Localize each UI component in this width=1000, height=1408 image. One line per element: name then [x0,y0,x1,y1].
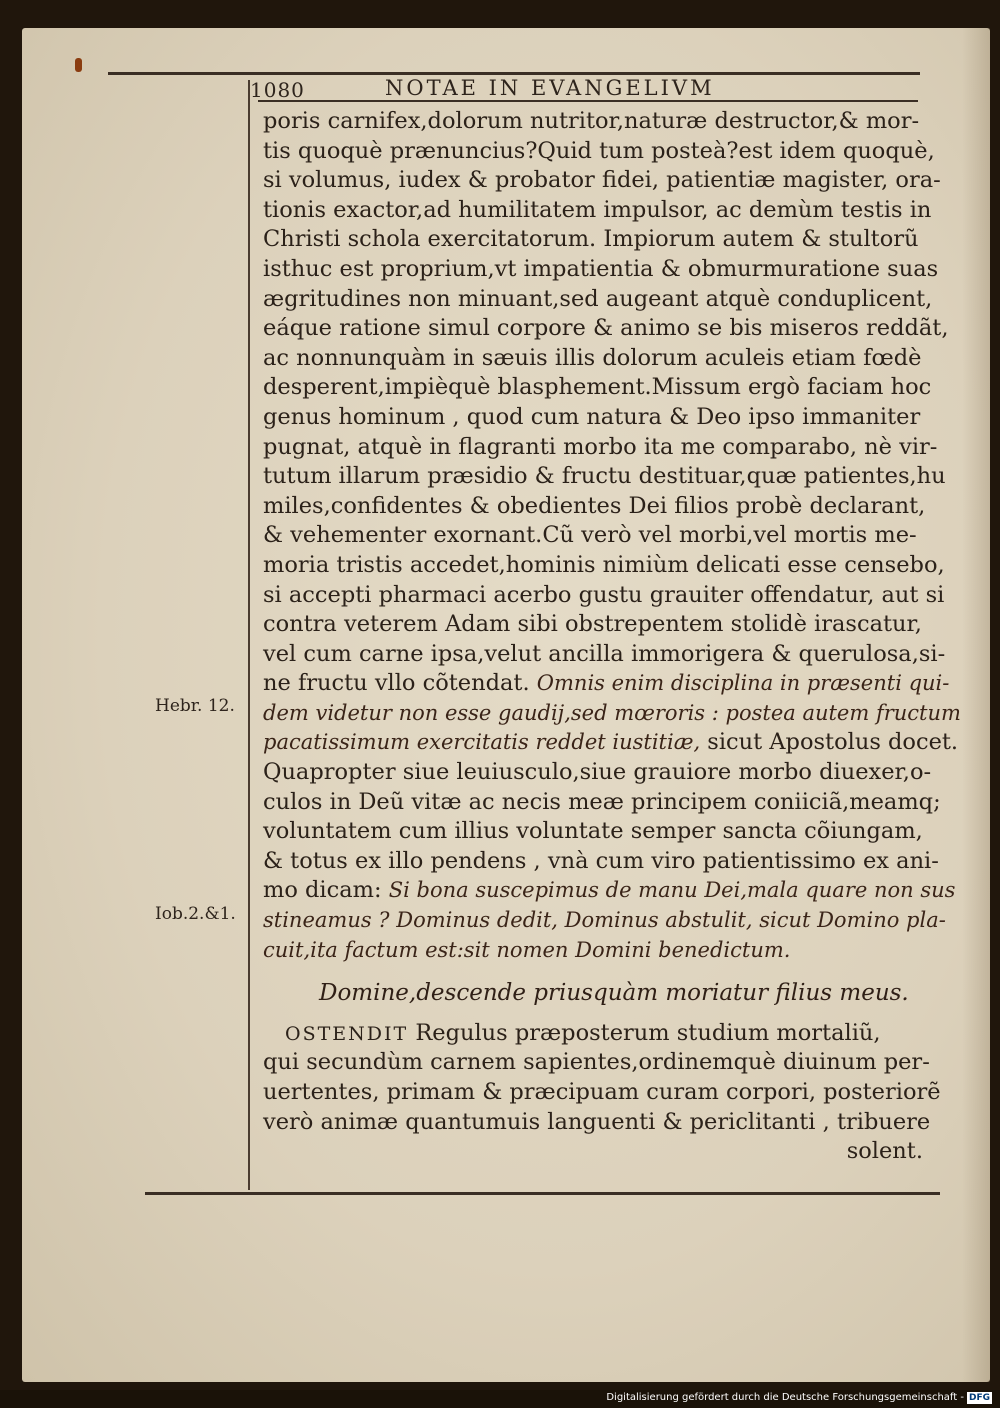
text-line: vel cum carne ipsa,velut ancilla immorigera & querulosa,si- [263,640,946,667]
ink-blot [75,58,82,72]
main-text-block [263,107,961,1167]
text-line: uertentes, primam & præcipuam curam corpori, posteriorẽ [263,1079,941,1105]
text-line: tutum illarum præsidio & fructu destituar,quæ patientes,hu [263,463,946,490]
text-line: desperent,impièquè blasphement.Missum ergò faciam hoc [263,374,932,401]
text-line: culos in Deũ vitæ ac necis meæ principem coniiciã,meamq; [263,788,941,815]
text-line: contra veterem Adam sibi obstrepentem stolidè irascatur, [263,611,922,638]
text-line [263,876,956,906]
text-line: isthuc est proprium,vt impatientia & obmurmuratione suas [263,255,939,282]
text-line: voluntatem cum illius voluntate semper sancta cõiungam, [263,818,923,845]
text-line: tionis exactor,ad humilitatem impulsor, ac demùm testis in [263,196,932,223]
paragraph-initial-caps: OSTENDIT [285,1022,409,1045]
text-line: poris carnifex,dolorum nutritor,naturæ destructor,& mor- [263,108,920,134]
footer-rule [145,1192,940,1195]
text-line: tis quoquè prænuncius?Quid tum posteà?est idem quoquè, [263,137,935,164]
quotation-italic: Si bona suscepimus de manu Dei,mala quare non sus [388,878,956,903]
text-line: verò animæ quantumuis languenti & periclitanti , tribuere [263,1108,931,1135]
quotation-line: stineamus ? Dominus dedit, Dominus abstulit, sicut Domino pla- [263,908,946,933]
text-roman: ne fructu vllo cõtendat. [263,670,530,697]
catchword-line: solent. [846,1138,923,1165]
text-line: miles,confidentes & obedientes Dei filios probè declarant, [263,492,926,519]
text-line: eáque ratione simul corpore & animo se bis miseros reddãt, [263,315,949,342]
quotation-italic: pacatissimum exercitatis reddet iustitiæ, [263,730,701,755]
text-line [263,728,959,758]
text-line: & vehementer exornant.Cũ verò vel morbi,vel mortis me- [263,522,917,549]
text-line: si accepti pharmaci acerbo gustu grauiter offendatur, aut si [263,581,945,608]
text-line [263,1019,923,1049]
text-line: ac nonnunquàm in sæuis illis dolorum aculeis etiam fœdè [263,344,922,371]
text-line: pugnat, atquè in flagranti morbo ita me comparabo, nè vir- [263,433,938,460]
text-line [263,669,950,699]
text-line: & totus ex illo pendens , vnà cum viro patientissimo ex ani- [263,847,939,874]
text-line: si volumus, iudex & probator fidei, patientiæ magister, ora- [263,167,941,194]
running-head [250,72,930,102]
quotation-italic: Omnis enim disciplina in præsenti qui- [536,671,950,696]
text-roman: mo dicam: [263,877,382,904]
text-line: qui secundùm carnem sapientes,ordinemquè diuinum per- [263,1049,930,1076]
dfg-logo: DFG [968,1393,990,1403]
text-roman: Regulus præposterum studium mortaliũ, [415,1019,881,1046]
text-line: genus hominum , quod cum natura & Deo ipso immaniter [263,403,921,430]
margin-note-job: Iob.2.&1. [155,904,236,924]
quotation-line: cuit,ita factum est:sit nomen Domini benedictum. [263,937,791,962]
page-number: 1080 [250,78,305,102]
text-line: Quapropter siue leuiusculo,siue grauiore morbo diuexer,o- [263,759,932,786]
digitization-credit [606,1392,992,1406]
credit-text: Digitalisierung gefördert durch die Deutsche Forschungsgemeinschaft - [606,1392,964,1403]
section-heading: Domine,descende priusquàm moriatur filius meus. [319,980,909,1007]
page-edge-shadow [962,28,990,1382]
quotation-line: dem videtur non esse gaudij,sed mœroris : postea autem fructum [263,700,961,725]
margin-rule [248,80,250,1190]
running-title: NOTAE IN EVANGELIVM [385,76,715,100]
text-roman: sicut Apostolus docet. [707,729,959,756]
text-line: ægritudines non minuant,sed augeant atquè conduplicent, [263,285,933,312]
text-line: Christi schola exercitatorum. Impiorum autem & stultorũ [263,226,919,253]
text-line: moria tristis accedet,hominis nimiùm delicati esse censebo, [263,551,945,578]
margin-note-hebrews: Hebr. 12. [155,696,235,716]
